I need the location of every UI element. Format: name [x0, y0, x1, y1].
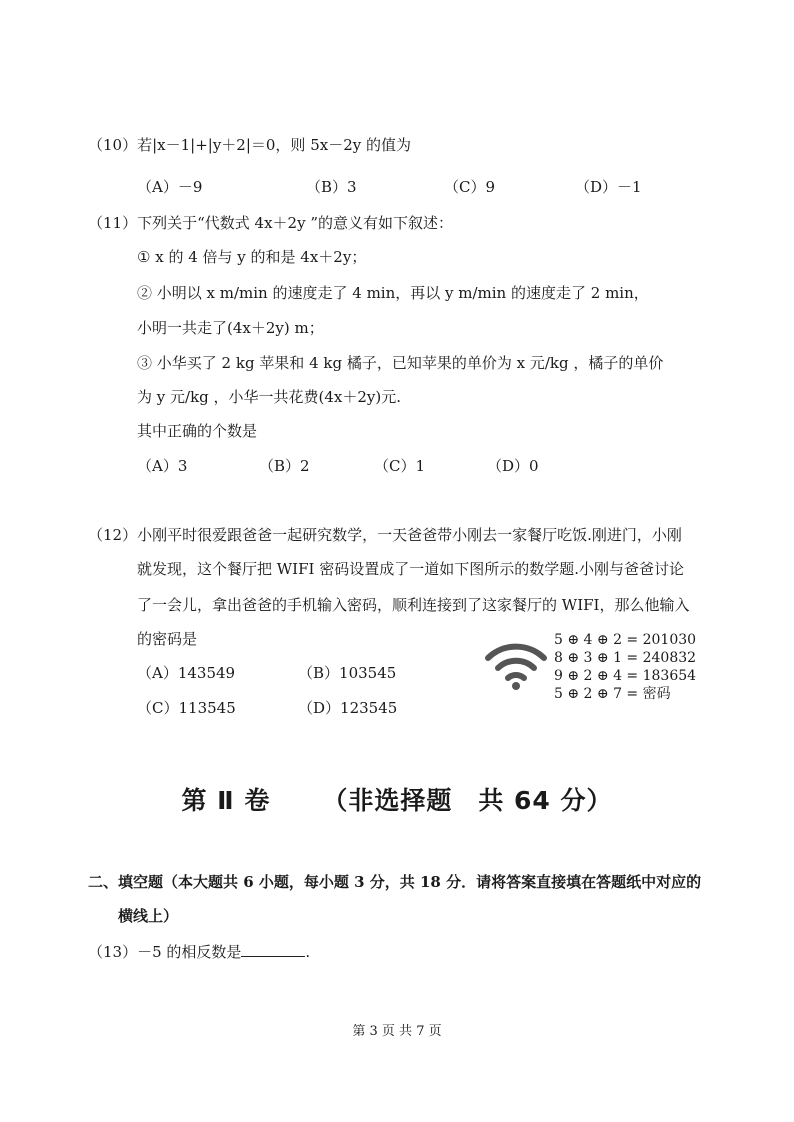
q12-option-b: （B）103545 — [298, 664, 397, 682]
q11-option-d: （D）0 — [487, 457, 539, 475]
q13-end: . — [305, 943, 311, 961]
wifi-equation-4: 5 ⊕ 2 ⊕ 7 = 密码 — [554, 686, 671, 702]
q11-option-a: （A）3 — [137, 457, 188, 475]
part2-heading: 二、填空题（本大题共 6 小题，每小题 3 分，共 18 分．请将答案直接填在答题纸中对应的 — [88, 873, 702, 891]
q12-line-1: （12）小刚平时很爱跟爸爸一起研究数学，一天爸爸带小刚去一家餐厅吃饭.刚进门，小刚 — [88, 526, 682, 544]
q12-option-c: （C）113545 — [137, 699, 236, 717]
q13-line — [88, 942, 310, 962]
wifi-equation-1: 5 ⊕ 4 ⊕ 2 = 201030 — [554, 632, 697, 648]
q12-line-3: 了一会儿，拿出爸爸的手机输入密码，顺利连接到了这家餐厅的 WIFI，那么他输入 — [137, 596, 690, 614]
page-number: 第 3 页 共 7 页 — [352, 1024, 442, 1039]
q11-item-1: ① x 的 4 倍与 y 的和是 4x＋2y； — [137, 248, 367, 266]
q13-stem: （13）－5 的相反数是 — [88, 943, 242, 961]
q10-option-b: （B）3 — [306, 178, 357, 196]
q12-option-a: （A）143549 — [137, 664, 236, 682]
wifi-equation-3: 9 ⊕ 2 ⊕ 4 = 183654 — [554, 668, 697, 684]
q11-item-2a: ② 小明以 x m/min 的速度走了 4 min，再以 y m/min 的速度走了 2 min， — [137, 284, 649, 302]
q10-option-d: （D）－1 — [575, 178, 642, 196]
section-title-main: 第 Ⅱ 卷 — [181, 786, 271, 815]
wifi-icon — [484, 632, 548, 692]
q11-item-3b: 为 y 元/kg ，小华一共花费(4x＋2y)元. — [137, 388, 402, 406]
section-subtitle: （非选择题 共 64 分） — [322, 786, 613, 815]
q11-item-3a: ③ 小华买了 2 kg 苹果和 4 kg 橘子，已知苹果的单价为 x 元/kg ，橘子的单价 — [137, 354, 664, 372]
q11-stem: （11）下列关于“代数式 4x＋2y ”的意义有如下叙述： — [88, 214, 453, 232]
q12-option-d: （D）123545 — [298, 699, 398, 717]
q11-option-b: （B）2 — [259, 457, 310, 475]
part2-heading-cont: 横线上） — [118, 907, 179, 925]
q12-line-2: 就发现，这个餐厅把 WIFI 密码设置成了一道如下图所示的数学题.小刚与爸爸讨论 — [137, 560, 684, 578]
q11-option-c: （C）1 — [374, 457, 426, 475]
q10-option-c: （C）9 — [444, 178, 496, 196]
q11-item-2b: 小明一共走了(4x＋2y) m； — [137, 319, 324, 337]
q10-option-a: （A）－9 — [137, 178, 203, 196]
wifi-equation-2: 8 ⊕ 3 ⊕ 1 = 240832 — [554, 650, 697, 666]
answer-blank[interactable] — [241, 942, 305, 957]
q10-stem: （10）若|x－1|+|y＋2|＝0，则 5x－2y 的值为 — [88, 136, 411, 154]
q12-line-4: 的密码是 — [137, 630, 198, 648]
q11-question: 其中正确的个数是 — [137, 422, 258, 440]
section-title — [0, 781, 794, 817]
